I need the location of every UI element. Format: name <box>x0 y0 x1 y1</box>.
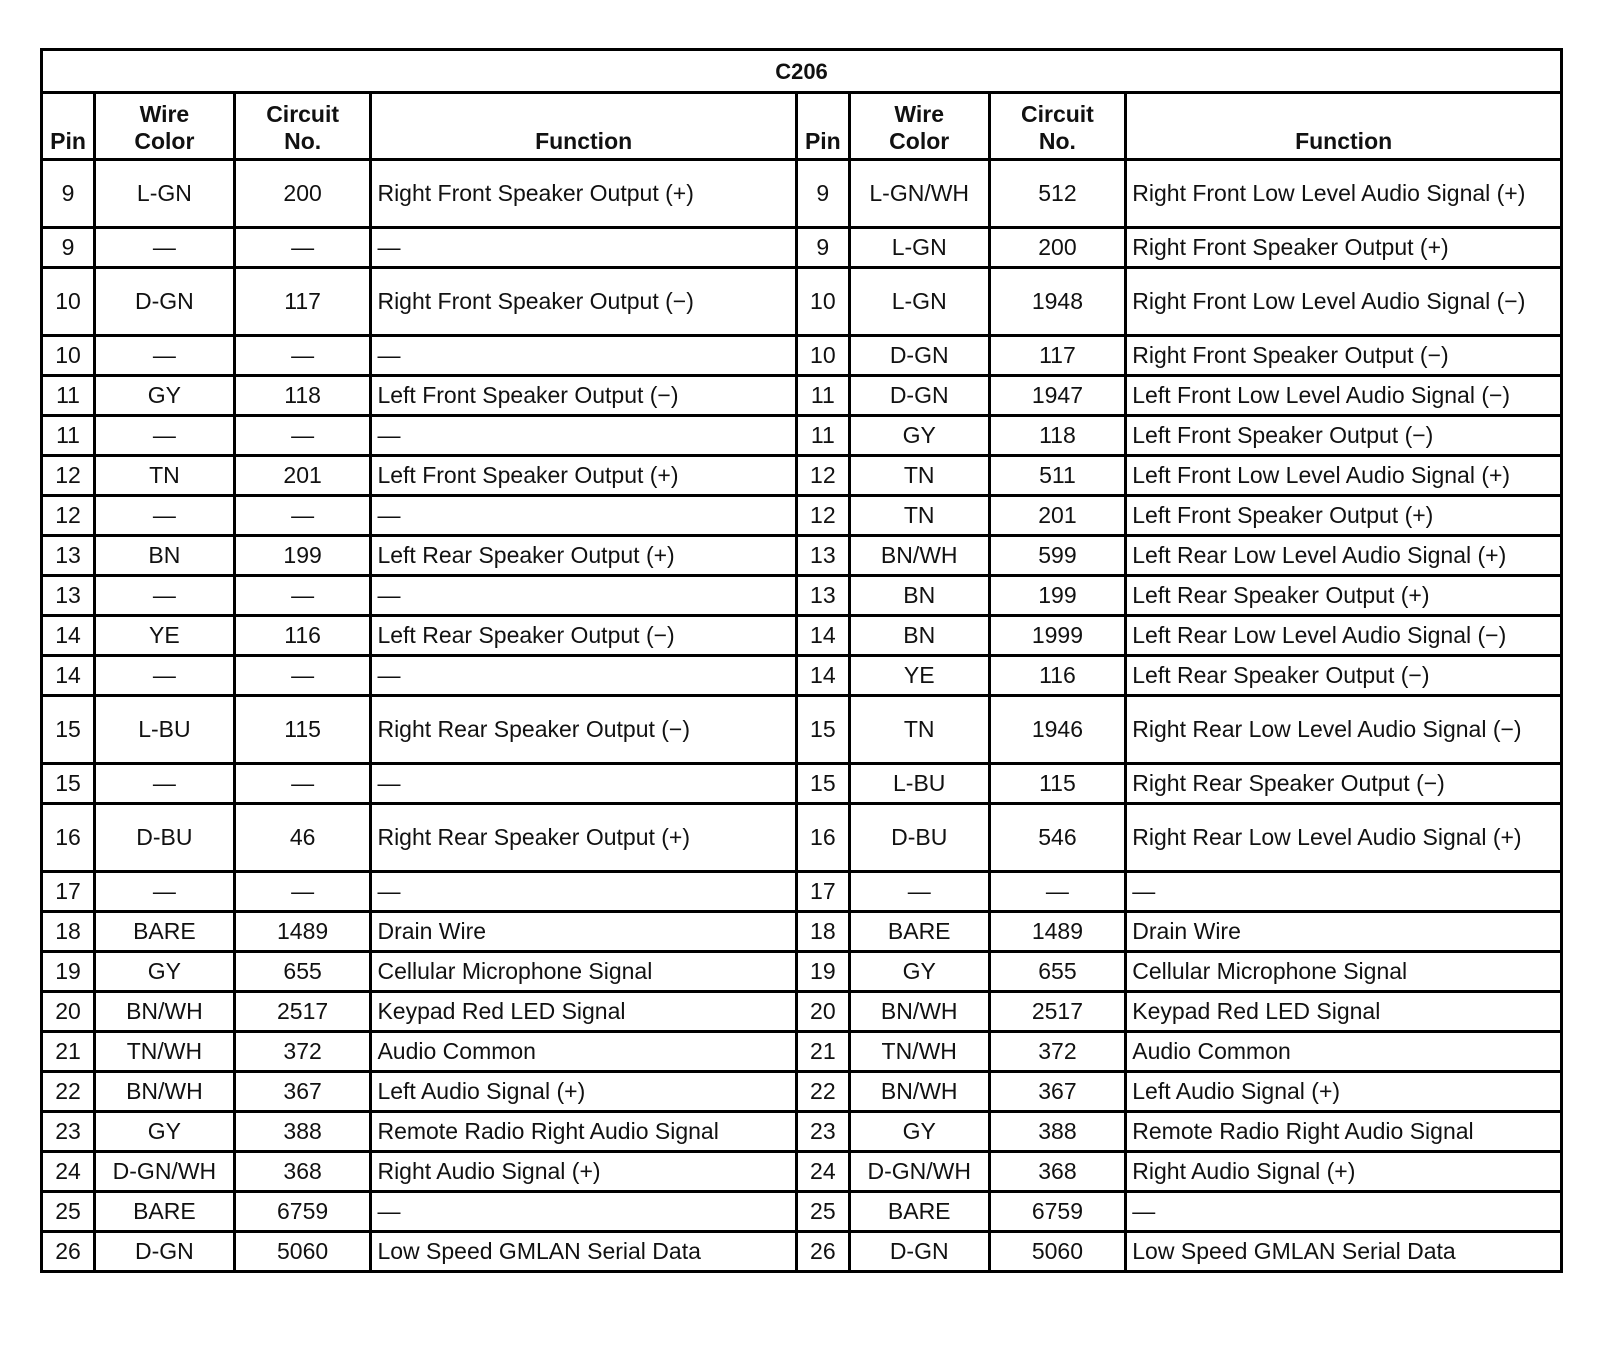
pin-cell-left: 15 <box>42 696 95 764</box>
header-function-right: Function <box>1126 93 1562 160</box>
pin-cell-right: 12 <box>796 456 849 496</box>
function-cell-left: Keypad Red LED Signal <box>371 992 796 1032</box>
pin-cell-right: 18 <box>796 912 849 952</box>
wire-color-cell-right: TN <box>849 456 989 496</box>
circuit-no-cell-right: 546 <box>989 804 1126 872</box>
circuit-no-cell-left: 118 <box>234 376 371 416</box>
pin-cell-right: 15 <box>796 764 849 804</box>
table-row <box>42 1232 1562 1272</box>
function-cell-right: Drain Wire <box>1126 912 1562 952</box>
pin-cell-left: 21 <box>42 1032 95 1072</box>
pin-cell-left: 11 <box>42 376 95 416</box>
circuit-no-cell-left: 46 <box>234 804 371 872</box>
circuit-no-cell-left: 372 <box>234 1032 371 1072</box>
function-cell-left: — <box>371 228 796 268</box>
circuit-no-cell-right: 199 <box>989 576 1126 616</box>
pin-cell-right: 25 <box>796 1192 849 1232</box>
circuit-no-cell-right: 6759 <box>989 1192 1126 1232</box>
wire-color-cell-right: BN/WH <box>849 992 989 1032</box>
circuit-no-cell-right: 599 <box>989 536 1126 576</box>
function-cell-right: Remote Radio Right Audio Signal <box>1126 1112 1562 1152</box>
header-pin-left: Pin <box>42 93 95 160</box>
wire-color-cell-left: — <box>95 656 235 696</box>
pin-rows <box>42 160 1562 1272</box>
table-row <box>42 616 1562 656</box>
wire-color-cell-left: TN/WH <box>95 1032 235 1072</box>
table-row <box>42 1112 1562 1152</box>
wire-color-cell-left: — <box>95 228 235 268</box>
circuit-no-cell-right: 512 <box>989 160 1126 228</box>
wire-color-cell-left: GY <box>95 1112 235 1152</box>
circuit-no-cell-right: 1999 <box>989 616 1126 656</box>
wire-color-cell-right: GY <box>849 952 989 992</box>
pin-cell-right: 10 <box>796 268 849 336</box>
circuit-no-cell-right: 1946 <box>989 696 1126 764</box>
wire-color-cell-left: D-GN/WH <box>95 1152 235 1192</box>
function-cell-right: Left Front Low Level Audio Signal (+) <box>1126 456 1562 496</box>
table-row <box>42 576 1562 616</box>
header-wire-color-left: Wire Color <box>95 93 235 160</box>
function-cell-right: Right Front Low Level Audio Signal (−) <box>1126 268 1562 336</box>
wire-color-cell-right: TN <box>849 496 989 536</box>
function-cell-right: Right Front Speaker Output (+) <box>1126 228 1562 268</box>
table-row <box>42 804 1562 872</box>
circuit-no-cell-right: 200 <box>989 228 1126 268</box>
function-cell-left: Left Audio Signal (+) <box>371 1072 796 1112</box>
pin-cell-left: 10 <box>42 336 95 376</box>
function-cell-right: Left Rear Low Level Audio Signal (+) <box>1126 536 1562 576</box>
wire-color-cell-left: — <box>95 576 235 616</box>
pin-cell-right: 23 <box>796 1112 849 1152</box>
pin-cell-right: 16 <box>796 804 849 872</box>
wire-color-cell-left: D-GN <box>95 1232 235 1272</box>
circuit-no-cell-left: 200 <box>234 160 371 228</box>
circuit-no-cell-left: 5060 <box>234 1232 371 1272</box>
function-cell-left: Right Rear Speaker Output (+) <box>371 804 796 872</box>
circuit-no-cell-left: 115 <box>234 696 371 764</box>
pin-cell-right: 20 <box>796 992 849 1032</box>
wire-color-cell-right: YE <box>849 656 989 696</box>
circuit-no-cell-left: — <box>234 872 371 912</box>
wire-color-cell-right: L-BU <box>849 764 989 804</box>
circuit-no-cell-right: 511 <box>989 456 1126 496</box>
function-cell-right: Right Rear Low Level Audio Signal (−) <box>1126 696 1562 764</box>
function-cell-right: Left Front Speaker Output (−) <box>1126 416 1562 456</box>
connector-title: C206 <box>42 50 1562 93</box>
wire-color-cell-left: — <box>95 872 235 912</box>
pin-cell-left: 24 <box>42 1152 95 1192</box>
wire-color-cell-left: BARE <box>95 912 235 952</box>
circuit-no-cell-left: 6759 <box>234 1192 371 1232</box>
function-cell-right: Left Audio Signal (+) <box>1126 1072 1562 1112</box>
table-row <box>42 764 1562 804</box>
table-row <box>42 416 1562 456</box>
pin-cell-right: 15 <box>796 696 849 764</box>
table-row <box>42 376 1562 416</box>
circuit-no-cell-left: — <box>234 228 371 268</box>
function-cell-right: Low Speed GMLAN Serial Data <box>1126 1232 1562 1272</box>
function-cell-right: — <box>1126 872 1562 912</box>
circuit-no-cell-right: 367 <box>989 1072 1126 1112</box>
pin-cell-left: 19 <box>42 952 95 992</box>
function-cell-right: Left Front Low Level Audio Signal (−) <box>1126 376 1562 416</box>
header-function-left: Function <box>371 93 796 160</box>
circuit-no-cell-right: 2517 <box>989 992 1126 1032</box>
circuit-no-cell-right: 655 <box>989 952 1126 992</box>
function-cell-right: Right Audio Signal (+) <box>1126 1152 1562 1192</box>
pin-cell-right: 12 <box>796 496 849 536</box>
function-cell-left: Left Front Speaker Output (+) <box>371 456 796 496</box>
wire-color-cell-left: — <box>95 496 235 536</box>
function-cell-left: Audio Common <box>371 1032 796 1072</box>
pin-cell-left: 12 <box>42 496 95 536</box>
function-cell-right: Cellular Microphone Signal <box>1126 952 1562 992</box>
function-cell-left: — <box>371 656 796 696</box>
pin-cell-left: 14 <box>42 616 95 656</box>
function-cell-right: Left Front Speaker Output (+) <box>1126 496 1562 536</box>
wire-color-cell-left: TN <box>95 456 235 496</box>
table-row <box>42 912 1562 952</box>
function-cell-left: — <box>371 1192 796 1232</box>
wire-color-cell-left: D-GN <box>95 268 235 336</box>
pin-cell-left: 22 <box>42 1072 95 1112</box>
table-row <box>42 696 1562 764</box>
table-row <box>42 228 1562 268</box>
pin-cell-left: 14 <box>42 656 95 696</box>
wire-color-cell-right: TN/WH <box>849 1032 989 1072</box>
pin-cell-right: 22 <box>796 1072 849 1112</box>
circuit-no-cell-left: 116 <box>234 616 371 656</box>
function-cell-left: Cellular Microphone Signal <box>371 952 796 992</box>
circuit-no-cell-left: 388 <box>234 1112 371 1152</box>
header-wire-color-right: Wire Color <box>849 93 989 160</box>
circuit-no-cell-left: 367 <box>234 1072 371 1112</box>
circuit-no-cell-left: 655 <box>234 952 371 992</box>
function-cell-left: Right Audio Signal (+) <box>371 1152 796 1192</box>
function-cell-right: Left Rear Speaker Output (−) <box>1126 656 1562 696</box>
pin-cell-right: 14 <box>796 616 849 656</box>
wire-color-cell-left: — <box>95 764 235 804</box>
wire-color-cell-left: BN/WH <box>95 992 235 1032</box>
table-row <box>42 496 1562 536</box>
wire-color-cell-right: BN/WH <box>849 536 989 576</box>
function-cell-right: Left Rear Speaker Output (+) <box>1126 576 1562 616</box>
function-cell-right: Right Front Low Level Audio Signal (+) <box>1126 160 1562 228</box>
circuit-no-cell-right: 1948 <box>989 268 1126 336</box>
pin-cell-left: 9 <box>42 228 95 268</box>
pin-cell-left: 23 <box>42 1112 95 1152</box>
pin-cell-right: 17 <box>796 872 849 912</box>
header-circuit-no-right: Circuit No. <box>989 93 1126 160</box>
column-header-row <box>42 93 1562 160</box>
function-cell-right: Left Rear Low Level Audio Signal (−) <box>1126 616 1562 656</box>
pin-cell-right: 21 <box>796 1032 849 1072</box>
circuit-no-cell-left: — <box>234 496 371 536</box>
wire-color-cell-right: D-GN/WH <box>849 1152 989 1192</box>
pin-cell-right: 9 <box>796 228 849 268</box>
circuit-no-cell-left: — <box>234 764 371 804</box>
pin-cell-left: 10 <box>42 268 95 336</box>
wire-color-cell-right: — <box>849 872 989 912</box>
table-row <box>42 1072 1562 1112</box>
table-row <box>42 992 1562 1032</box>
wire-color-cell-left: BN/WH <box>95 1072 235 1112</box>
pin-cell-left: 13 <box>42 576 95 616</box>
wire-color-cell-right: D-GN <box>849 376 989 416</box>
table-row <box>42 456 1562 496</box>
wire-color-cell-right: BN/WH <box>849 1072 989 1112</box>
circuit-no-cell-left: 201 <box>234 456 371 496</box>
function-cell-left: — <box>371 496 796 536</box>
table-row <box>42 1192 1562 1232</box>
wire-color-cell-right: L-GN <box>849 228 989 268</box>
table-row <box>42 160 1562 228</box>
wire-color-cell-left: YE <box>95 616 235 656</box>
circuit-no-cell-right: 388 <box>989 1112 1126 1152</box>
wire-color-cell-right: TN <box>849 696 989 764</box>
header-pin-right: Pin <box>796 93 849 160</box>
pin-cell-right: 11 <box>796 376 849 416</box>
pin-cell-left: 16 <box>42 804 95 872</box>
table-row <box>42 1032 1562 1072</box>
pin-cell-right: 19 <box>796 952 849 992</box>
circuit-no-cell-right: 1947 <box>989 376 1126 416</box>
wire-color-cell-left: GY <box>95 376 235 416</box>
wire-color-cell-left: GY <box>95 952 235 992</box>
pin-cell-right: 26 <box>796 1232 849 1272</box>
pin-cell-left: 13 <box>42 536 95 576</box>
function-cell-left: Low Speed GMLAN Serial Data <box>371 1232 796 1272</box>
circuit-no-cell-left: — <box>234 416 371 456</box>
circuit-no-cell-right: 5060 <box>989 1232 1126 1272</box>
circuit-no-cell-right: — <box>989 872 1126 912</box>
pin-cell-left: 12 <box>42 456 95 496</box>
pin-cell-left: 15 <box>42 764 95 804</box>
table-row <box>42 952 1562 992</box>
circuit-no-cell-left: 1489 <box>234 912 371 952</box>
circuit-no-cell-left: — <box>234 336 371 376</box>
pin-cell-left: 17 <box>42 872 95 912</box>
pin-cell-right: 13 <box>796 536 849 576</box>
pin-cell-left: 11 <box>42 416 95 456</box>
function-cell-right: Right Front Speaker Output (−) <box>1126 336 1562 376</box>
table-row <box>42 336 1562 376</box>
wire-color-cell-right: L-GN <box>849 268 989 336</box>
circuit-no-cell-right: 201 <box>989 496 1126 536</box>
table-row <box>42 536 1562 576</box>
wire-color-cell-left: — <box>95 416 235 456</box>
pin-cell-right: 9 <box>796 160 849 228</box>
circuit-no-cell-left: 2517 <box>234 992 371 1032</box>
circuit-no-cell-right: 118 <box>989 416 1126 456</box>
pin-cell-right: 24 <box>796 1152 849 1192</box>
function-cell-left: Drain Wire <box>371 912 796 952</box>
wire-color-cell-left: BARE <box>95 1192 235 1232</box>
wire-color-cell-right: D-GN <box>849 336 989 376</box>
function-cell-right: Right Rear Speaker Output (−) <box>1126 764 1562 804</box>
table-row <box>42 1152 1562 1192</box>
function-cell-left: Right Front Speaker Output (+) <box>371 160 796 228</box>
function-cell-right: Keypad Red LED Signal <box>1126 992 1562 1032</box>
wire-color-cell-right: D-GN <box>849 1232 989 1272</box>
connector-pinout-table <box>40 48 1563 1273</box>
pin-cell-right: 10 <box>796 336 849 376</box>
function-cell-left: Left Rear Speaker Output (−) <box>371 616 796 656</box>
table-row <box>42 872 1562 912</box>
wire-color-cell-left: L-GN <box>95 160 235 228</box>
circuit-no-cell-right: 115 <box>989 764 1126 804</box>
function-cell-left: — <box>371 336 796 376</box>
wire-color-cell-right: BARE <box>849 912 989 952</box>
header-circuit-no-left: Circuit No. <box>234 93 371 160</box>
function-cell-left: — <box>371 872 796 912</box>
pin-cell-left: 20 <box>42 992 95 1032</box>
pin-cell-left: 26 <box>42 1232 95 1272</box>
wire-color-cell-right: GY <box>849 416 989 456</box>
circuit-no-cell-right: 117 <box>989 336 1126 376</box>
circuit-no-cell-right: 1489 <box>989 912 1126 952</box>
circuit-no-cell-right: 372 <box>989 1032 1126 1072</box>
circuit-no-cell-left: 117 <box>234 268 371 336</box>
circuit-no-cell-right: 116 <box>989 656 1126 696</box>
pin-cell-right: 14 <box>796 656 849 696</box>
function-cell-left: — <box>371 416 796 456</box>
wire-color-cell-left: BN <box>95 536 235 576</box>
function-cell-left: Right Front Speaker Output (−) <box>371 268 796 336</box>
pin-cell-left: 25 <box>42 1192 95 1232</box>
table-row <box>42 656 1562 696</box>
wire-color-cell-right: BARE <box>849 1192 989 1232</box>
circuit-no-cell-left: — <box>234 576 371 616</box>
function-cell-right: Audio Common <box>1126 1032 1562 1072</box>
function-cell-left: Left Rear Speaker Output (+) <box>371 536 796 576</box>
wire-color-cell-right: BN <box>849 576 989 616</box>
circuit-no-cell-left: — <box>234 656 371 696</box>
wire-color-cell-right: D-BU <box>849 804 989 872</box>
wire-color-cell-right: GY <box>849 1112 989 1152</box>
pin-cell-left: 9 <box>42 160 95 228</box>
function-cell-left: Right Rear Speaker Output (−) <box>371 696 796 764</box>
table-row <box>42 268 1562 336</box>
function-cell-left: Left Front Speaker Output (−) <box>371 376 796 416</box>
wire-color-cell-left: — <box>95 336 235 376</box>
function-cell-left: — <box>371 764 796 804</box>
function-cell-left: — <box>371 576 796 616</box>
circuit-no-cell-left: 368 <box>234 1152 371 1192</box>
circuit-no-cell-right: 368 <box>989 1152 1126 1192</box>
circuit-no-cell-left: 199 <box>234 536 371 576</box>
function-cell-right: Right Rear Low Level Audio Signal (+) <box>1126 804 1562 872</box>
pin-cell-right: 13 <box>796 576 849 616</box>
wire-color-cell-left: D-BU <box>95 804 235 872</box>
wire-color-cell-right: L-GN/WH <box>849 160 989 228</box>
function-cell-right: — <box>1126 1192 1562 1232</box>
function-cell-left: Remote Radio Right Audio Signal <box>371 1112 796 1152</box>
pin-cell-left: 18 <box>42 912 95 952</box>
wire-color-cell-right: BN <box>849 616 989 656</box>
pin-cell-right: 11 <box>796 416 849 456</box>
wire-color-cell-left: L-BU <box>95 696 235 764</box>
